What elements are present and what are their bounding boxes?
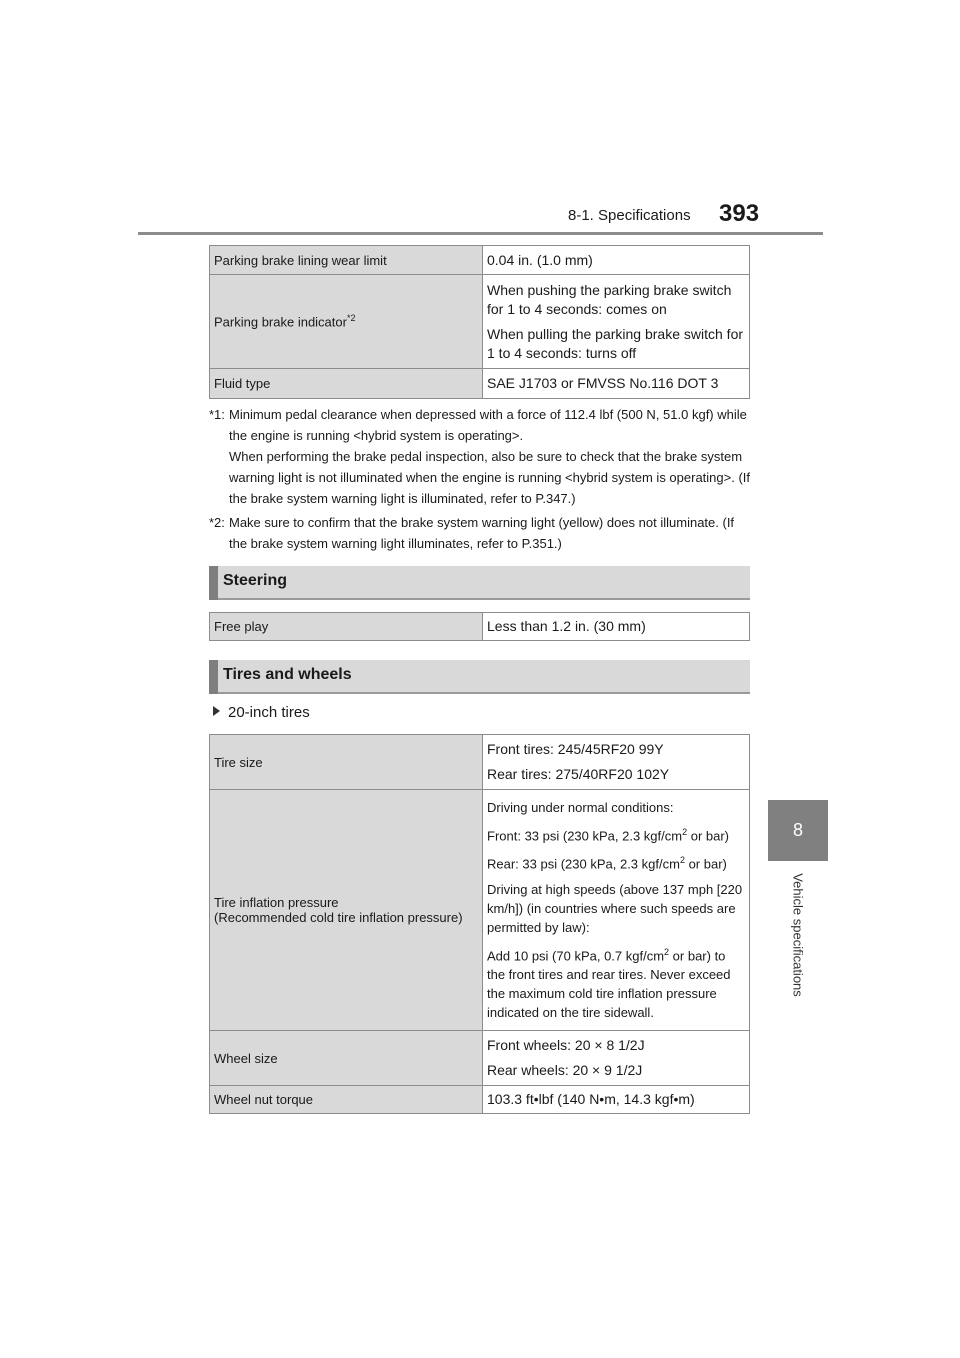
spec-value-line: Front wheels: 20 × 8 1/2J (487, 1037, 645, 1053)
spec-key-line: (Recommended cold tire inflation pressure) (214, 910, 463, 925)
footnote-text: Minimum pedal clearance when depressed with a force of 112.4 lbf (500 N, 51.0 kgf) while the engine is running <hybrid system is operating>. (229, 407, 747, 443)
section-heading-text: Tires and wheels (223, 666, 352, 683)
table-row (210, 613, 750, 641)
table-row (210, 246, 750, 275)
footnote-mark: *1: (209, 407, 225, 422)
footnote-mark: *2: (209, 515, 225, 530)
spec-value: 0.04 in. (1.0 mm) (483, 246, 750, 275)
section-title: 8-1. Specifications (568, 207, 691, 224)
spec-value: 103.3 ft•lbf (140 N•m, 14.3 kgf•m) (483, 1086, 750, 1114)
table-row (210, 369, 750, 399)
spec-key: Wheel size (210, 1031, 483, 1086)
heading-bar (209, 660, 218, 694)
spec-key: Tire size (210, 735, 483, 790)
spec-value (483, 735, 750, 790)
section-heading-steering (209, 566, 750, 600)
unit-suffix: or bar) (687, 828, 730, 844)
spec-value-line (487, 943, 745, 1022)
spec-value (483, 790, 750, 1031)
spec-value (483, 275, 750, 369)
page-number: 393 (719, 200, 760, 227)
superscript: 2 (682, 827, 688, 837)
steering-spec-table (209, 612, 750, 641)
header-divider (138, 232, 823, 235)
section-heading-tires (209, 660, 750, 694)
table-row (210, 735, 750, 790)
tire-spec-table (209, 734, 750, 1114)
heading-bar (209, 566, 218, 600)
spec-key: Wheel nut torque (210, 1086, 483, 1114)
spec-value-line: Front tires: 245/45RF20 99Y (487, 741, 664, 757)
superscript: 2 (679, 855, 685, 866)
subheading (213, 704, 310, 721)
spec-value-line: Rear tires: 275/40RF20 102Y (487, 766, 670, 782)
spec-value-line: Driving under normal conditions: (487, 800, 674, 815)
unit-suffix: or bar) (684, 856, 727, 872)
table-row (210, 275, 750, 369)
table-row (210, 1031, 750, 1086)
footnotes (209, 404, 754, 557)
subheading-text: 20-inch tires (228, 704, 310, 721)
spec-value: Less than 1.2 in. (30 mm) (483, 613, 750, 641)
spec-value-line (487, 823, 745, 845)
pressure-front: Front: 33 psi (230 kPa, 2.3 kgf/cm (487, 828, 683, 844)
chapter-tab: 8 (768, 800, 828, 861)
brake-spec-table (209, 245, 750, 399)
footnote-ref: *2 (346, 313, 356, 324)
spec-key (210, 790, 483, 1031)
spec-value (483, 1031, 750, 1086)
spec-value-line: Rear wheels: 20 × 9 1/2J (487, 1062, 643, 1078)
pressure-add: Add 10 psi (70 kPa, 0.7 kgf/cm (487, 947, 665, 963)
spec-value-line: Driving at high speeds (above 137 mph [220 km/h]) (in countries where such speeds are permitted by law): (487, 881, 743, 935)
table-row (210, 1086, 750, 1114)
spec-key: Parking brake lining wear limit (210, 246, 483, 275)
footnote (209, 512, 754, 554)
spec-key: Fluid type (210, 369, 483, 399)
arrow-right-icon (213, 706, 220, 716)
pressure-rear: Rear: 33 psi (230 kPa, 2.3 kgf/cm (487, 856, 680, 872)
spec-value-line: When pushing the parking brake switch for 1 to 4 seconds: comes on (487, 281, 732, 317)
spec-value: SAE J1703 or FMVSS No.116 DOT 3 (483, 369, 750, 399)
spec-value-line: When pulling the parking brake switch for 1 to 4 seconds: turns off (487, 325, 744, 361)
spec-key-text: Parking brake indicator (214, 314, 347, 330)
footnote-text: Make sure to confirm that the brake system warning light (yellow) does not illuminate. (If the brake system warning light illuminates, refer to P.351.) (229, 515, 735, 551)
spec-key (210, 275, 483, 369)
superscript: 2 (664, 946, 670, 957)
spec-key: Free play (210, 613, 483, 641)
section-heading-text: Steering (223, 572, 288, 589)
footnote (209, 404, 754, 509)
spec-key-line: Tire inflation pressure (214, 895, 339, 910)
chapter-label: Vehicle specifications (790, 873, 806, 997)
pressure-add-note: or bar) to the front tires and rear tires. Never exceed the maximum cold tire inflation pressure indicated on the tire sidewall. (487, 947, 731, 1020)
table-row (210, 790, 750, 1031)
spec-value-line (487, 851, 745, 873)
footnote-text: When performing the brake pedal inspection, also be sure to check that the brake system warning light is not illuminated when the engine is running <hybrid system is operating>. (If the brake system warning light is illuminated, refer to P.347.) (229, 449, 751, 506)
